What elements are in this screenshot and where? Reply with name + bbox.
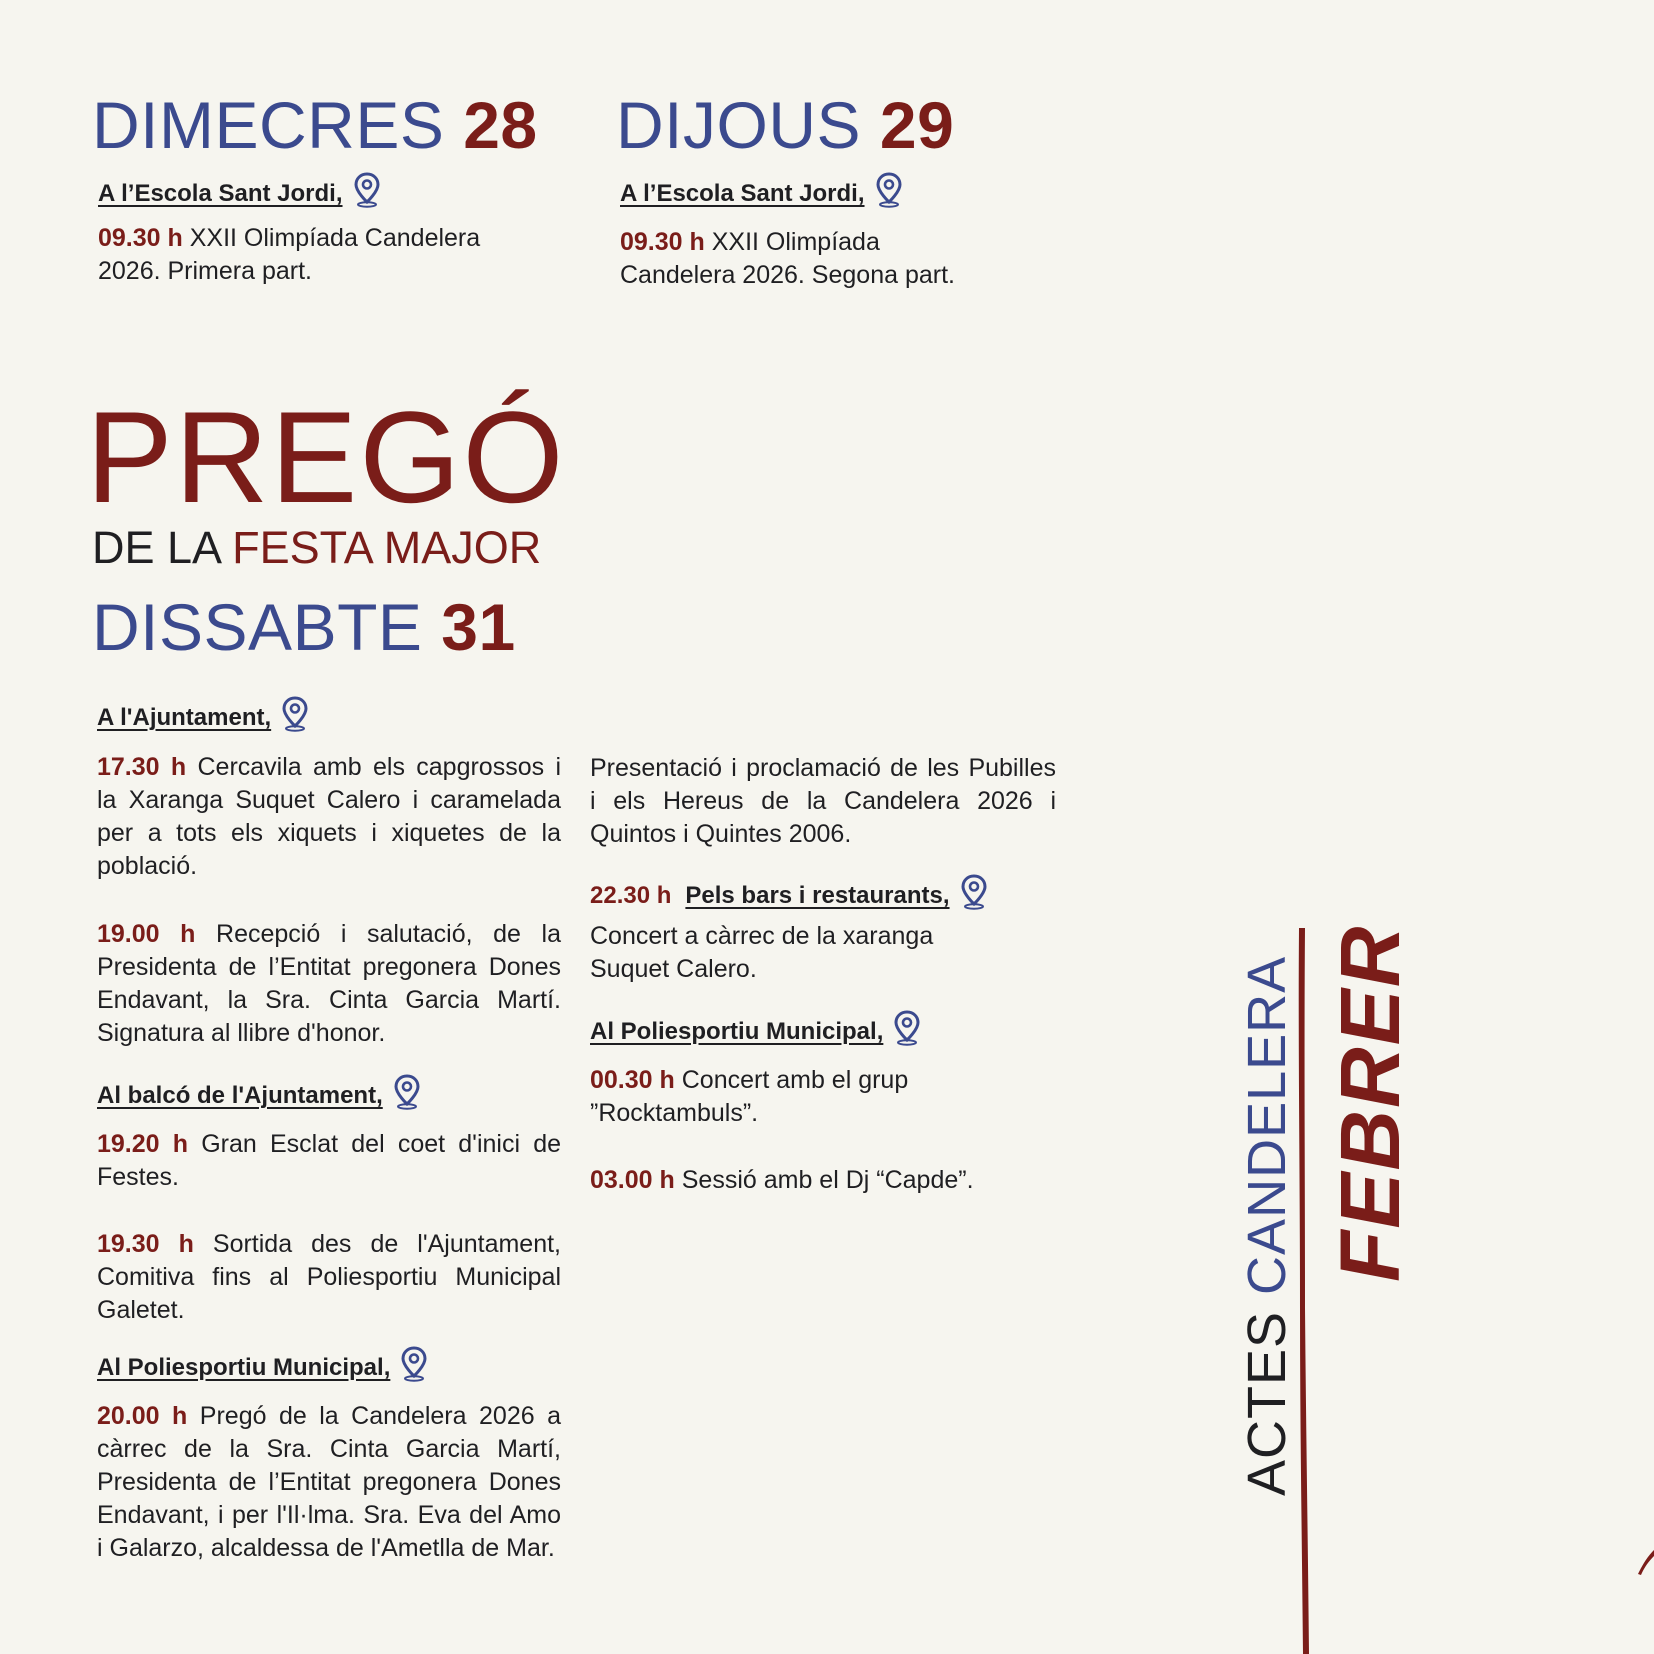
event-text: Concert amb el grup ”Rocktambuls”.: [590, 1066, 909, 1127]
venue-label: A l’Escola Sant Jordi,: [98, 180, 343, 207]
day-number: 29: [879, 88, 955, 162]
day-number: 28: [463, 88, 538, 162]
day-heading-saturday: [92, 590, 516, 664]
brush-divider: [1290, 928, 1314, 1654]
venue-label: Al Poliesportiu Municipal,: [590, 1018, 884, 1045]
event-text: XXII Olimpíada Candelera 2026. Primera part.: [98, 224, 481, 285]
venue-label: Al Poliesportiu Municipal,: [97, 1354, 391, 1381]
event-sat-5: [97, 1400, 561, 1565]
event-text: Presentació i proclamació de les Pubilles i els Hereus de la Candelera 2026 i Quintos i Quintes 2006.: [590, 754, 1056, 848]
event-text: Pregó de la Candelera 2026 a càrrec de la Sra. Cinta Garcia Martí, Presidenta de l’Entitat pregonera Dones Endavant, i per l'Il·lma. Sra. Eva del Amo i Galarzo, alcaldessa de l'Ametlla de Mar.: [97, 1402, 562, 1562]
venue-label: Pels bars i restaurants,: [685, 882, 950, 909]
event-sat-3: [97, 1128, 561, 1194]
event-text: Sessió amb el Dj “Capde”.: [681, 1166, 974, 1194]
location-pin-icon[interactable]: [353, 172, 381, 208]
event-sat-2: [97, 918, 561, 1050]
brush-mark: [1636, 1548, 1654, 1576]
location-pin-icon[interactable]: [393, 1074, 421, 1110]
event-sat-7-header: [590, 874, 988, 910]
event-time: 19.00 h: [97, 920, 196, 948]
event-text: Sortida des de l'Ajuntament, Comitiva fins al Poliesportiu Municipal Galetet.: [97, 1230, 562, 1324]
event-time: 09.30 h: [620, 228, 705, 256]
venue-poliesportiu: [97, 1346, 428, 1382]
event-text: XXII Olimpíada Candelera 2026. Segona part.: [620, 228, 955, 289]
event-time: 19.30 h: [97, 1230, 194, 1258]
event-time: 17.30 h: [97, 753, 187, 781]
event-sat-8: [590, 1064, 1010, 1130]
prego-subtitle-prefix: DE LA: [92, 522, 220, 573]
venue-balco-ajuntament: [97, 1074, 421, 1110]
location-pin-icon[interactable]: [875, 172, 903, 208]
event-thu-1: [620, 226, 990, 292]
side-title-candelera: CANDELERA: [1237, 955, 1297, 1295]
event-sat-9: [590, 1164, 1050, 1197]
event-sat-4: [97, 1228, 561, 1327]
prego-subtitle: [92, 522, 542, 573]
day-name: DISSABTE: [92, 590, 423, 664]
day-heading-thursday: [616, 88, 955, 162]
event-time: 00.30 h: [590, 1066, 675, 1094]
side-title-actes: ACTES: [1237, 1310, 1297, 1496]
event-sat-7: [590, 920, 1010, 986]
event-time: 19.20 h: [97, 1130, 189, 1158]
venue-poliesportiu-night: [590, 1010, 921, 1046]
venue-label: Al balcó de l'Ajuntament,: [97, 1082, 383, 1109]
venue-ajuntament: [97, 696, 309, 732]
event-sat-6: [590, 752, 1056, 851]
event-time: 22.30 h: [590, 882, 672, 909]
day-number: 31: [441, 590, 516, 664]
location-pin-icon[interactable]: [400, 1346, 428, 1382]
event-sat-1: [97, 751, 561, 883]
venue-escola-thursday: [620, 172, 903, 208]
prego-subtitle-highlight: FESTA MAJOR: [232, 522, 542, 573]
venue-escola-wednesday: [98, 172, 381, 208]
event-time: 20.00 h: [97, 1402, 188, 1430]
event-text: Gran Esclat del coet d'inici de Festes.: [97, 1130, 562, 1191]
event-wed-1: [98, 222, 488, 288]
day-name: DIMECRES: [92, 88, 445, 162]
event-text: Cercavila amb els capgrossos i la Xaranga Suquet Calero i caramelada per a tots els xiquets i xiquetes de la població.: [97, 753, 561, 880]
day-name: DIJOUS: [616, 88, 862, 162]
location-pin-icon[interactable]: [281, 696, 309, 732]
event-text: Concert a càrrec de la xaranga Suquet Calero.: [590, 922, 934, 983]
day-heading-wednesday: [92, 88, 538, 162]
venue-label: A l’Escola Sant Jordi,: [620, 180, 865, 207]
location-pin-icon[interactable]: [893, 1010, 921, 1046]
event-time: 03.00 h: [590, 1166, 675, 1194]
prego-title: PREGÓ: [86, 384, 566, 530]
location-pin-icon[interactable]: [960, 874, 988, 910]
side-month: FEBRER: [1323, 924, 1417, 1282]
event-text: Recepció i salutació, de la Presidenta de l’Entitat pregonera Dones Endavant, la Sra. Cinta Garcia Martí. Signatura al llibre d'honor.: [97, 920, 561, 1047]
event-time: 09.30 h: [98, 224, 183, 252]
venue-label: A l'Ajuntament,: [97, 704, 272, 731]
side-title: [1237, 955, 1297, 1496]
